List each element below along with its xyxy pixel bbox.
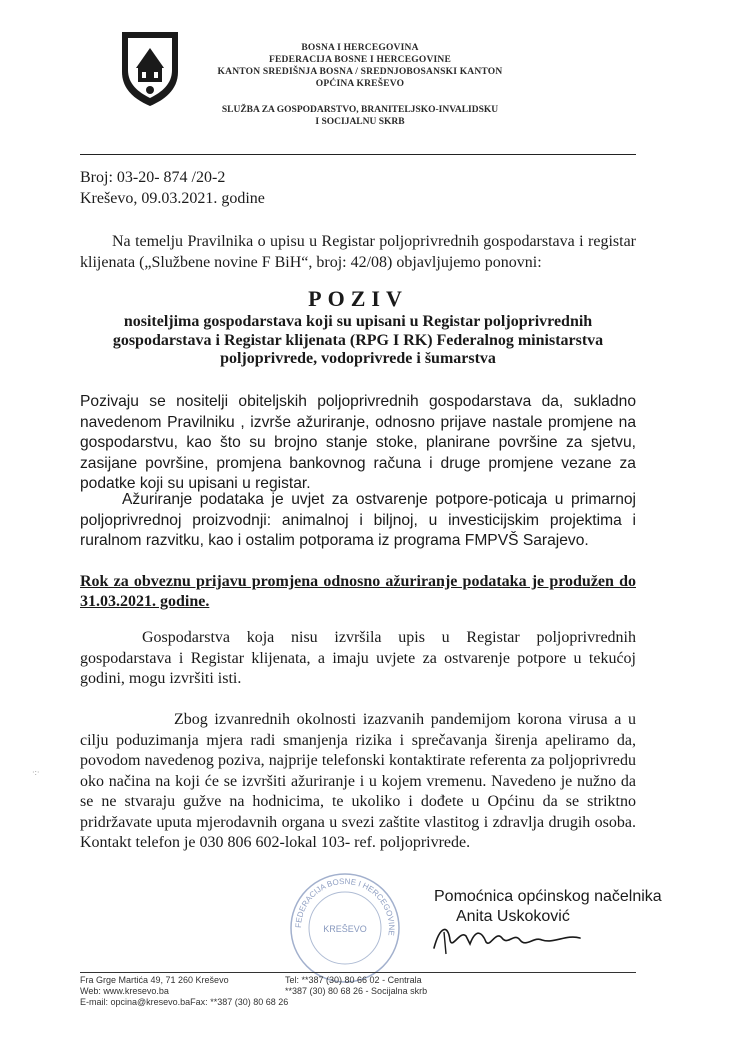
- handwritten-signature: [430, 918, 590, 958]
- paragraph-subsidy-condition: Ažuriranje podataka je uvjet za ostvarenje potpore-poticaja u primarnoj poljoprivrednoj proizvodnji: animalnoj i biljnoj, u investicijskim projektima i ruralnom razvitku, kao i ostalim potporama iz programa FMPVŠ Sarajevo.: [80, 491, 636, 549]
- reference-number: Broj: 03-20- 874 /20-2: [80, 169, 226, 186]
- document-title: POZIV: [308, 286, 408, 311]
- header-institution: [195, 42, 525, 90]
- footer-line: Web: www.kresevo.ba: [80, 986, 169, 996]
- footer-phones: [285, 975, 427, 997]
- footer-line: Tel: **387 (30) 80 66 02 - Centrala: [285, 975, 422, 985]
- header-line: FEDERACIJA BOSNE I HERCEGOVINE: [268, 55, 452, 65]
- paragraph-update-call: Pozivaju se nositelji obiteljskih poljoprivrednih gospodarstava da, sukladno navedenom Pravilniku , izvrše ažuriranje, odnosno prijave nastale promjene na gospodarstvu, kao što su brojno stanje stoke, planirane površine za sjetvu, zasijane površine, promjena bankovnog računa i druge promjene vezane za podatke koji su upisani u registar.: [80, 393, 636, 492]
- header-line: OPĆINA KREŠEVO: [315, 79, 405, 89]
- document-subtitle: nositeljima gospodarstava koji su upisani u Registar poljoprivrednih gospodarstava i Registar klijenata (RPG I RK) Federalnog ministarstva poljoprivrede, vodoprivrede i šumarstva: [112, 313, 604, 367]
- deadline-text: Rok za obveznu prijavu promjena odnosno ažuriranje podataka je produžen do 31.03.2021. godine.: [80, 573, 636, 610]
- footer-divider: [80, 972, 636, 973]
- municipality-crest-icon: [118, 28, 182, 108]
- footer-line: E-mail: opcina@kresevo.baFax: **387 (30) 80 68 26: [80, 997, 289, 1007]
- header-department: [195, 104, 525, 128]
- official-stamp: [285, 868, 405, 988]
- place-date: Kreševo, 09.03.2021. godine: [80, 189, 265, 207]
- reference-block: [80, 168, 265, 209]
- paragraph-registration: Gospodarstva koja nisu izvršila upis u Registar poljoprivrednih gospodarstava i Registar klijenata, a imaju uvjete za ostvarenje potpore u tekućoj godini, mogu izvršiti isti.: [80, 629, 636, 687]
- scan-artifact: ·:·: [32, 768, 40, 777]
- footer-address: [80, 975, 288, 1008]
- header-divider: [80, 154, 636, 155]
- signatory-role: Pomoćnica općinskog načelnika: [434, 888, 662, 905]
- stamp-ring-text: FEDERACIJA BOSNE I HERCEGOVINE: [293, 876, 397, 937]
- intro-paragraph: Na temelju Pravilnika o upisu u Registar poljoprivrednih gospodarstava i registar klijenata („Službene novine F BiH“, broj: 42/08) objavljujemo ponovni:: [80, 233, 636, 271]
- department-line: SLUŽBA ZA GOSPODARSTVO, BRANITELJSKO-INVALIDSKU: [221, 105, 499, 115]
- department-line: I SOCIJALNU SKRB: [315, 117, 405, 127]
- signatory-name: Anita Uskoković: [456, 908, 570, 925]
- stamp-center-text: KREŠEVO: [323, 924, 367, 934]
- footer-line: Fra Grge Martića 49, 71 260 Kreševo: [80, 975, 229, 985]
- deadline-notice: [80, 572, 636, 612]
- header-line: KANTON SREDIŠNJA BOSNA / SREDNJOBOSANSKI KANTON: [217, 67, 503, 77]
- header-line: BOSNA I HERCEGOVINA: [301, 43, 419, 53]
- footer-line: **387 (30) 80 68 26 - Socijalna skrb: [285, 986, 428, 996]
- paragraph-pandemic-notice: Zbog izvanrednih okolnosti izazvanih pandemijom korona virusa a u cilju poduzimanja mjera radi smanjenja rizika i sprečavanja širenja apeliramo da, povodom navedenog poziva, najprije telefonski kontaktirate referenta za poljoprivredu oko načina na koji će se izvršiti ažuriranje i u kojem vremenu. Navedeno je nužno da se ne stvaraju gužve na hodnicima, te ukoliko i dođete u Općinu da se striktno pridržavate uputa mjerodavnih organa u svezi zaštite vlastitog i zdravlja drugih osoba. Kontakt telefon je 030 806 602-lokal 103- ref. poljoprivrede.: [80, 711, 636, 851]
